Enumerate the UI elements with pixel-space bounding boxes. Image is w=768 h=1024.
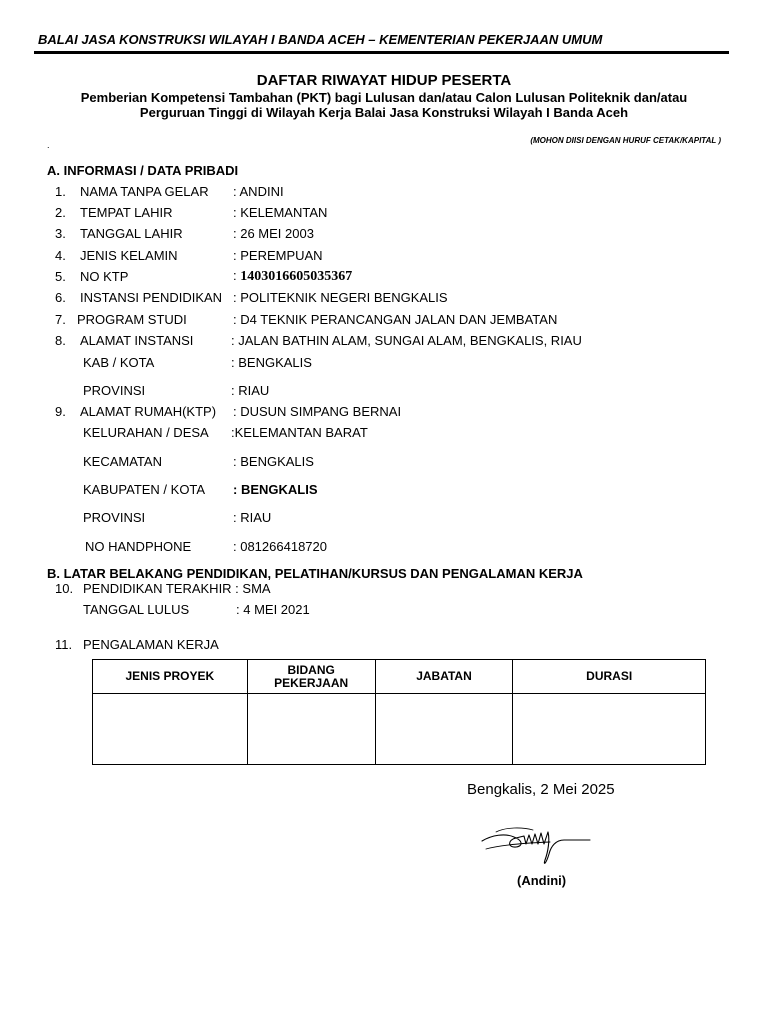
field-number: 10.	[55, 581, 74, 596]
field-label-phone: NO HANDPHONE	[85, 539, 192, 554]
field-number: 3.	[55, 226, 66, 241]
field-value-home-province: : RIAU	[233, 510, 272, 525]
column-header-project-type: JENIS PROYEK	[93, 660, 248, 694]
field-value-district: : BENGKALIS	[233, 454, 314, 469]
document-title: DAFTAR RIWAYAT HIDUP PESERTA	[256, 72, 512, 89]
field-number: 5.	[55, 269, 66, 284]
field-value-institution-city: : BENGKALIS	[231, 355, 312, 370]
field-number: 4.	[55, 248, 66, 263]
table-cell	[247, 694, 375, 765]
section-a-title: A. INFORMASI / DATA PRIBADI	[47, 163, 239, 178]
signer-name: (Andini)	[517, 873, 567, 888]
signature-place-date: Bengkalis, 2 Mei 2025	[467, 781, 615, 798]
section-b-title: B. LATAR BELAKANG PENDIDIKAN, PELATIHAN/KURSUS DAN PENGALAMAN KERJA	[47, 566, 583, 581]
field-label-home-province: PROVINSI	[83, 510, 146, 525]
table-cell	[513, 694, 706, 765]
field-value-institution-address: : JALAN BATHIN ALAM, SUNGAI ALAM, BENGKALIS, RIAU	[231, 333, 582, 348]
document-header: BALAI JASA KONSTRUKSI WILAYAH I BANDA ACEH – KEMENTERIAN PEKERJAAN UMUM	[38, 32, 603, 47]
field-value-ktp-prefix: :	[233, 268, 241, 283]
field-label-study-program: PROGRAM STUDI	[77, 312, 187, 327]
field-value-village: :KELEMANTAN BARAT	[231, 425, 368, 440]
field-value-gender: : PEREMPUAN	[233, 248, 323, 263]
field-label-institution-province: PROVINSI	[83, 383, 146, 398]
fill-instruction: (MOHON DIISI DENGAN HURUF CETAK/KAPITAL )	[530, 136, 721, 145]
field-number: 9.	[55, 404, 66, 419]
stray-dot: .	[47, 140, 50, 150]
field-label-regency: KABUPATEN / KOTA	[83, 482, 206, 497]
field-value-home-address: : DUSUN SIMPANG BERNAI	[233, 404, 402, 419]
document-subtitle-line2: Perguruan Tinggi di Wilayah Kerja Balai Jasa Konstruksi Wilayah I Banda Aceh	[139, 105, 629, 120]
field-number: 2.	[55, 205, 66, 220]
field-value-phone: : 081266418720	[233, 539, 327, 554]
field-label-work-experience: PENGALAMAN KERJA	[83, 637, 219, 652]
field-value-study-program: : D4 TEKNIK PERANCANGAN JALAN DAN JEMBATAN	[233, 312, 558, 327]
table-cell	[93, 694, 248, 765]
column-header-work-field	[247, 660, 375, 694]
field-value-name: : ANDINI	[233, 184, 284, 199]
field-number: 7.	[55, 312, 66, 327]
field-label-last-education: PENDIDIKAN TERAKHIR : SMA	[83, 581, 271, 596]
field-value-birthplace: : KELEMANTAN	[233, 205, 328, 220]
field-label-home-address: ALAMAT RUMAH(KTP)	[80, 404, 217, 419]
field-value-graduation-date: : 4 MEI 2021	[236, 602, 310, 617]
field-number: 8.	[55, 333, 66, 348]
table-header-row	[93, 660, 706, 694]
field-value-institution: : POLITEKNIK NEGERI BENGKALIS	[233, 290, 448, 305]
column-header-position: JABATAN	[375, 660, 513, 694]
field-number: 1.	[55, 184, 66, 199]
field-label-village: KELURAHAN / DESA	[83, 425, 209, 440]
field-value-ktp-wrap	[233, 268, 352, 285]
field-label-institution-city: KAB / KOTA	[83, 355, 155, 370]
field-label-ktp: NO KTP	[80, 269, 129, 284]
work-experience-table	[92, 659, 706, 765]
document-subtitle-line1: Pemberian Kompetensi Tambahan (PKT) bagi Lulusan dan/atau Calon Lulusan Politeknik dan/atau	[80, 90, 688, 105]
table-cell	[375, 694, 513, 765]
field-value-ktp: 1403016605035367	[240, 269, 353, 284]
header-rule	[34, 51, 729, 54]
field-number: 6.	[55, 290, 66, 305]
field-label-name: NAMA TANPA GELAR	[80, 184, 209, 199]
field-label-district: KECAMATAN	[83, 454, 162, 469]
field-value-institution-province: : RIAU	[231, 383, 270, 398]
field-label-graduation-date: TANGGAL LULUS	[83, 602, 190, 617]
table-row	[93, 694, 706, 765]
field-label-birthplace: TEMPAT LAHIR	[80, 205, 173, 220]
field-label-gender: JENIS KELAMIN	[80, 248, 178, 263]
field-value-birthdate: : 26 MEI 2003	[233, 226, 314, 241]
handwritten-signature	[478, 818, 593, 878]
field-value-regency: : BENGKALIS	[233, 482, 318, 497]
field-label-institution-address: ALAMAT INSTANSI	[80, 333, 194, 348]
column-header-duration: DURASI	[513, 660, 706, 694]
field-label-institution: INSTANSI PENDIDIKAN	[80, 290, 223, 305]
column-header-work-field-text: BIDANG PEKERJAAN	[274, 662, 349, 690]
field-number: 11.	[55, 637, 73, 652]
field-label-birthdate: TANGGAL LAHIR	[80, 226, 183, 241]
